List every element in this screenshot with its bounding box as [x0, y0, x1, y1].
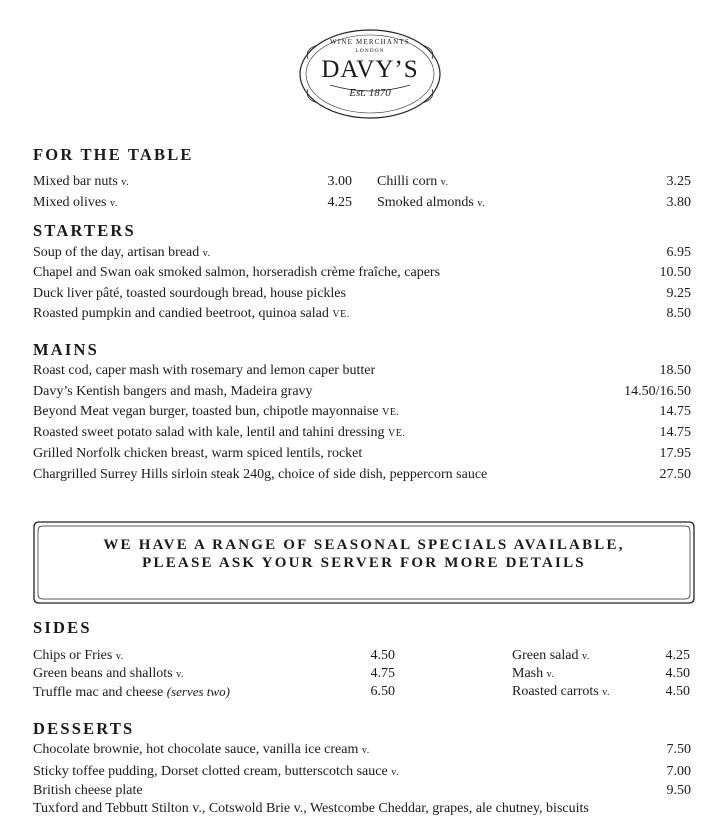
menu-item	[33, 306, 350, 323]
davys-logo	[296, 25, 444, 123]
menu-item	[33, 742, 370, 759]
item-name: Chargrilled Surrey Hills sirloin steak 240g, choice of side dish, peppercorn sauce	[33, 467, 488, 482]
item-price: 27.50	[659, 467, 691, 482]
diet-tag: v.	[581, 651, 590, 662]
item-price: 4.25	[665, 648, 690, 663]
menu-item	[33, 245, 211, 262]
diet-tag: v.	[110, 198, 118, 209]
diet-tag: VE.	[382, 407, 400, 418]
diet-tag: v.	[602, 687, 611, 698]
item-name: Roasted sweet potato salad with kale, lentil and tahini dressing	[33, 425, 385, 440]
logo-name: DAVY’S	[321, 56, 419, 83]
diet-tag: v.	[202, 248, 211, 259]
menu-item	[33, 783, 143, 800]
item-name: Green beans and shallots	[33, 666, 173, 681]
item-price: 6.95	[666, 245, 691, 260]
specials-banner	[33, 521, 695, 604]
diet-tag: v.	[121, 177, 130, 188]
item-name: Soup of the day, artisan bread	[33, 245, 200, 260]
item-name: Roasted carrots	[512, 684, 599, 699]
section-title-sides: SIDES	[33, 618, 92, 637]
item-price: 14.75	[659, 425, 691, 440]
item-name: Beyond Meat vegan burger, toasted bun, chipotle mayonnaise	[33, 404, 379, 419]
item-name: Sticky toffee pudding, Dorset clotted cream, butterscotch sauce	[33, 764, 388, 779]
item-price: 9.50	[666, 783, 691, 798]
diet-tag: VE.	[332, 309, 350, 320]
section-title-starters: STARTERS	[33, 221, 136, 240]
menu-item	[512, 666, 554, 683]
logo-london: LONDON	[355, 48, 385, 54]
logo-wine-merchants: WINE MERCHANTS	[330, 38, 410, 46]
item-note: (serves two)	[166, 684, 230, 699]
menu-item	[512, 648, 590, 665]
item-price: 3.25	[666, 174, 691, 189]
menu-item	[33, 684, 230, 701]
diet-tag: v.	[361, 745, 370, 756]
item-price: 14.75	[659, 404, 691, 419]
item-name: Chocolate brownie, hot chocolate sauce, vanilla ice cream	[33, 742, 359, 757]
menu-item	[33, 648, 124, 665]
diet-tag: v.	[477, 198, 486, 209]
menu-item	[33, 404, 399, 421]
section-title-for-the-table: FOR THE TABLE	[33, 145, 194, 164]
item-price: 8.50	[666, 306, 691, 321]
item-price: 7.00	[666, 764, 691, 779]
item-name: Mixed bar nuts	[33, 174, 118, 189]
menu-item	[512, 684, 610, 701]
menu-item	[377, 174, 449, 191]
logo-established: Est. 1870	[349, 87, 391, 99]
item-price: 3.80	[666, 195, 691, 210]
menu-item	[33, 384, 313, 401]
menu-item	[33, 363, 375, 380]
menu-item	[33, 174, 129, 191]
item-name: Smoked almonds	[377, 195, 474, 210]
menu-item	[33, 286, 346, 303]
menu-item	[33, 425, 405, 442]
item-name: Duck liver pâté, toasted sourdough bread, house pickles	[33, 286, 346, 301]
item-price: 6.50	[370, 684, 395, 699]
diet-tag: v.	[115, 651, 124, 662]
item-name: Mixed olives	[33, 195, 107, 210]
item-price: 4.50	[665, 684, 690, 699]
item-name: Roast cod, caper mash with rosemary and lemon caper butter	[33, 363, 376, 378]
menu-item	[33, 446, 362, 463]
menu-item	[33, 195, 118, 212]
item-name: Chips or Fries	[33, 648, 113, 663]
menu-item	[33, 265, 440, 282]
item-name: Roasted pumpkin and candied beetroot, quinoa salad	[33, 306, 329, 321]
item-name: Mash	[512, 666, 544, 681]
item-price: 4.25	[327, 195, 352, 210]
banner-line-2: PLEASE ASK YOUR SERVER FOR MORE DETAILS	[142, 555, 586, 571]
item-price: 4.50	[665, 666, 690, 681]
item-price: 9.25	[666, 286, 691, 301]
item-name: Chilli corn	[377, 174, 438, 189]
item-price: 7.50	[666, 742, 691, 757]
item-name: Tuxford and Tebbutt Stilton v., Cotswold Brie v., Westcombe Cheddar, grapes, ale chutney, biscuits	[33, 801, 589, 816]
menu-item	[33, 801, 589, 818]
item-name: Green salad	[512, 648, 579, 663]
item-name: Grilled Norfolk chicken breast, warm spiced lentils, rocket	[33, 446, 363, 461]
diet-tag: v.	[391, 767, 400, 778]
item-name: British cheese plate	[33, 783, 143, 798]
diet-tag: v.	[546, 669, 555, 680]
item-name: Chapel and Swan oak smoked salmon, horseradish crème fraîche, capers	[33, 265, 441, 280]
menu-item	[33, 666, 184, 683]
diet-tag: v.	[440, 177, 449, 188]
item-name: Truffle mac and cheese	[33, 685, 164, 700]
section-title-mains: MAINS	[33, 340, 100, 359]
item-price: 18.50	[659, 363, 691, 378]
section-title-desserts: DESSERTS	[33, 719, 135, 738]
menu-item	[377, 195, 485, 212]
menu-item	[33, 467, 487, 484]
diet-tag: v.	[176, 669, 184, 680]
item-price: 4.75	[370, 666, 395, 681]
item-price: 10.50	[659, 265, 691, 280]
item-price: 17.95	[659, 446, 691, 461]
menu-item	[33, 764, 399, 781]
item-name: Davy’s Kentish bangers and mash, Madeira gravy	[33, 384, 313, 399]
item-price: 4.50	[370, 648, 395, 663]
item-price: 3.00	[327, 174, 352, 189]
diet-tag: VE.	[387, 428, 406, 439]
banner-line-1: WE HAVE A RANGE OF SEASONAL SPECIALS AVAILABLE,	[103, 537, 625, 553]
item-price: 14.50/16.50	[624, 384, 691, 399]
